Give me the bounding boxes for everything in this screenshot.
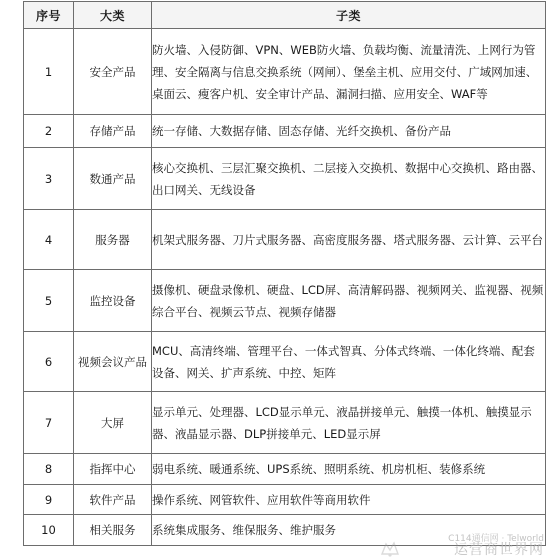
header-serial-number: 序号 <box>24 2 74 29</box>
row-serial-number: 10 <box>24 515 74 546</box>
table-row <box>24 392 546 454</box>
row-subcategory-list: 系统集成服务、维保服务、维护服务 <box>152 515 546 546</box>
watermark-line-1: C114通信网 · Telworld <box>448 534 544 544</box>
table-row <box>24 332 546 392</box>
row-category: 安全产品 <box>74 29 152 115</box>
table-row <box>24 270 546 332</box>
row-serial-number: 4 <box>24 210 74 270</box>
row-serial-number: 3 <box>24 148 74 210</box>
row-subcategory-list: 机架式服务器、刀片式服务器、高密度服务器、塔式服务器、云计算、云平台 <box>152 210 546 270</box>
row-category: 指挥中心 <box>74 454 152 485</box>
header-category: 大类 <box>74 2 152 29</box>
row-serial-number: 9 <box>24 485 74 515</box>
row-category: 数通产品 <box>74 148 152 210</box>
table-row <box>24 485 546 515</box>
row-subcategory-list: 统一存储、大数据存储、固态存储、光纤交换机、备份产品 <box>152 115 546 148</box>
row-serial-number: 7 <box>24 392 74 454</box>
row-subcategory-list: 显示单元、处理器、LCD显示单元、液晶拼接单元、触摸一体机、触摸显示器、液晶显示器、DLP拼接单元、LED显示屏 <box>152 392 546 454</box>
row-category: 视频会议产品 <box>74 332 152 392</box>
row-category: 大屏 <box>74 392 152 454</box>
watermark-line-2: 运营商世界网 <box>454 542 544 558</box>
row-serial-number: 6 <box>24 332 74 392</box>
row-subcategory-list: 操作系统、网管软件、应用软件等商用软件 <box>152 485 546 515</box>
table-row <box>24 148 546 210</box>
table-row <box>24 515 546 546</box>
table-row <box>24 210 546 270</box>
row-serial-number: 1 <box>24 29 74 115</box>
row-subcategory-list: MCU、高清终端、管理平台、一体式智真、分体式终端、一体化终端、配套设备、网关、扩声系统、中控、矩阵 <box>152 332 546 392</box>
row-category: 相关服务 <box>74 515 152 546</box>
row-subcategory-list: 摄像机、硬盘录像机、硬盘、LCD屏、高清解码器、视频网关、监视器、视频综合平台、视频云节点、视频存储器 <box>152 270 546 332</box>
row-subcategory-list: 弱电系统、暖通系统、UPS系统、照明系统、机房机柜、装修系统 <box>152 454 546 485</box>
table-header-row <box>24 2 546 29</box>
row-serial-number: 5 <box>24 270 74 332</box>
table-row <box>24 29 546 115</box>
row-subcategory-list: 核心交换机、三层汇聚交换机、二层接入交换机、数据中心交换机、路由器、出口网关、无线设备 <box>152 148 546 210</box>
table-row <box>24 115 546 148</box>
row-serial-number: 8 <box>24 454 74 485</box>
row-category: 软件产品 <box>74 485 152 515</box>
row-category: 服务器 <box>74 210 152 270</box>
row-category: 存储产品 <box>74 115 152 148</box>
table-row <box>24 454 546 485</box>
row-category: 监控设备 <box>74 270 152 332</box>
row-serial-number: 2 <box>24 115 74 148</box>
header-subcategory: 子类 <box>152 2 546 29</box>
product-category-table <box>23 1 546 546</box>
row-subcategory-list: 防火墙、入侵防御、VPN、WEB防火墙、负载均衡、流量清洗、上网行为管理、安全隔离与信息交换系统（网闸）、堡垒主机、应用交付、广域网加速、桌面云、瘦客户机、安全审计产品、漏洞扫描、应用安全、WAF等 <box>152 29 546 115</box>
